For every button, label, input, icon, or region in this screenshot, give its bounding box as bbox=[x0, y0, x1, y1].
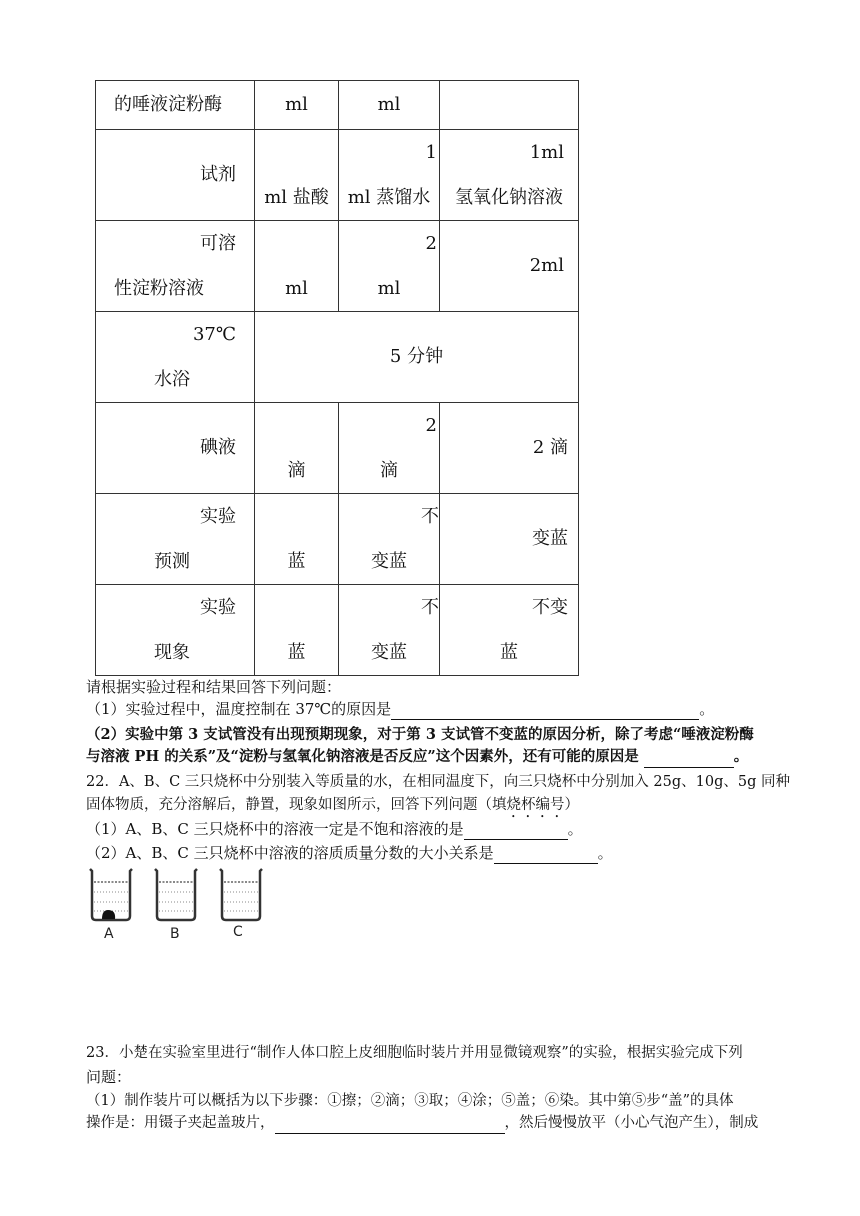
row-label-cell bbox=[96, 221, 255, 312]
problem-22-q1-text: （1）A、B、C 三只烧杯中的溶液一定是不饱和溶液的是 bbox=[86, 820, 464, 838]
beaker-c-icon bbox=[220, 869, 262, 920]
cell-text: 变蓝 bbox=[532, 528, 568, 549]
row-label: 碘液 bbox=[200, 437, 236, 458]
table-cell bbox=[255, 585, 339, 676]
answer-blank[interactable] bbox=[391, 703, 699, 720]
cell-text: 蓝 bbox=[500, 642, 518, 663]
table-cell bbox=[440, 494, 579, 585]
table-cell bbox=[339, 81, 440, 130]
table-cell bbox=[255, 81, 339, 130]
table-cell bbox=[440, 221, 579, 312]
answer-blank[interactable] bbox=[275, 1117, 505, 1134]
cell-text: 不 bbox=[421, 597, 439, 618]
cell-text: ml 蒸馏水 bbox=[347, 187, 431, 208]
question-2-end: 。 bbox=[733, 748, 749, 765]
row-label: 实验 bbox=[200, 506, 236, 527]
question-2-line1: （2）实验中第 3 支试管没有出现预期现象，对于第 3 支试管不变蓝的原因分析，除了考虑“唾液淀粉酶 bbox=[86, 726, 754, 743]
problem-23-q1: （1）制作装片可以概括为以下步骤：①擦；②滴；③取；④涂；⑤盖；⑥染。其中第⑤步“盖”的具体 bbox=[86, 1093, 734, 1109]
table-cell bbox=[440, 81, 579, 130]
row-label: 37℃ bbox=[192, 324, 236, 345]
emphasized-text: 烧杯编号 bbox=[506, 797, 565, 813]
beaker-figure bbox=[88, 866, 288, 942]
cell-text: 2 滴 bbox=[532, 437, 568, 458]
row-label-cell bbox=[96, 403, 255, 494]
problem-23-q1-line2 bbox=[86, 1112, 758, 1134]
merged-cell bbox=[255, 312, 579, 403]
cell-text: 不变 bbox=[532, 597, 568, 618]
problem-23-line1: 23．小楚在实验室里进行“制作人体口腔上皮细胞临时装片并用显微镜观察”的实验，根据实验完成下列 bbox=[86, 1045, 743, 1061]
question-1-text: （1）实验过程中，温度控制在 37℃的原因是 bbox=[86, 700, 392, 718]
row-label: 水浴 bbox=[154, 369, 190, 390]
cell-text: ml 盐酸 bbox=[264, 187, 329, 208]
cell-text: 氢氧化钠溶液 bbox=[455, 187, 563, 208]
cell-text: 2ml bbox=[529, 255, 564, 276]
table-cell bbox=[339, 403, 440, 494]
table-cell bbox=[339, 585, 440, 676]
cell-text: 2 bbox=[425, 233, 437, 254]
problem-22-q2-text: （2）A、B、C 三只烧杯中溶液的溶质质量分数的大小关系是 bbox=[86, 844, 494, 862]
answer-blank[interactable] bbox=[464, 823, 568, 840]
cell-text: ml bbox=[285, 94, 308, 115]
cell-text: 蓝 bbox=[287, 642, 306, 663]
cell-text: ml bbox=[377, 278, 401, 299]
problem-22-line1: 22．A、B、C 三只烧杯中分别装入等质量的水，在相同温度下，向三只烧杯中分别加入 25g、10g、5g 同种 bbox=[86, 774, 790, 790]
problem-23-line2: 问题： bbox=[86, 1068, 132, 1086]
beaker-c-label: C bbox=[233, 924, 243, 940]
beaker-b-label: B bbox=[170, 926, 180, 942]
problem-22-q1 bbox=[86, 818, 583, 840]
problem-22-q1-end: 。 bbox=[567, 820, 583, 838]
problem-23-q1-text: 操作是：用镊子夹起盖玻片， bbox=[86, 1115, 275, 1131]
row-label: 性淀粉溶液 bbox=[114, 278, 204, 299]
row-label: 试剂 bbox=[200, 164, 236, 185]
problem-22-q2-end: 。 bbox=[597, 844, 613, 862]
cell-text: ml bbox=[377, 94, 401, 115]
cell-text: ml bbox=[285, 278, 308, 299]
problem-22-text: 固体物质，充分溶解后，静置，现象如图所示，回答下列问题（填 bbox=[86, 797, 507, 813]
table-cell bbox=[339, 130, 440, 221]
cell-text: 不 bbox=[421, 506, 439, 527]
cell-text: 滴 bbox=[287, 460, 306, 481]
cell-text: 2 bbox=[425, 415, 437, 436]
row-label-cell bbox=[96, 494, 255, 585]
question-2-line2 bbox=[86, 746, 748, 768]
row-label: 可溶 bbox=[200, 233, 236, 254]
row-label-cell bbox=[96, 585, 255, 676]
row-label: 的唾液淀粉酶 bbox=[114, 94, 222, 115]
question-1 bbox=[86, 698, 714, 720]
problem-23-q1-text-end: ，然后慢慢放平（小心气泡产生），制成 bbox=[504, 1115, 759, 1131]
table-cell bbox=[339, 221, 440, 312]
beaker-a-label: A bbox=[104, 926, 114, 942]
cell-text: 5 分钟 bbox=[389, 346, 444, 367]
table-cell bbox=[255, 221, 339, 312]
answer-blank[interactable] bbox=[494, 847, 598, 864]
row-label: 预测 bbox=[154, 551, 190, 572]
question-2-text: 与溶液 PH 的关系”及“淀粉与氢氧化钠溶液是否反应”这个因素外，还有可能的原因是 bbox=[86, 748, 644, 765]
table-cell bbox=[440, 130, 579, 221]
problem-22-q2 bbox=[86, 842, 613, 864]
row-label-cell bbox=[96, 130, 255, 221]
beaker-a-icon bbox=[90, 869, 132, 920]
table-cell bbox=[440, 403, 579, 494]
answer-blank[interactable] bbox=[644, 751, 734, 768]
question-intro: 请根据实验过程和结果回答下列问题： bbox=[86, 678, 342, 696]
row-label: 现象 bbox=[154, 642, 190, 663]
question-1-end: 。 bbox=[699, 700, 715, 718]
beakers-svg bbox=[88, 866, 288, 926]
problem-22-text-end: ） bbox=[564, 797, 579, 813]
cell-text: 1 bbox=[425, 142, 437, 163]
table-cell bbox=[440, 585, 579, 676]
row-label-cell bbox=[96, 81, 255, 130]
table-cell bbox=[255, 130, 339, 221]
problem-22-line2 bbox=[86, 794, 579, 821]
cell-text: 变蓝 bbox=[371, 642, 407, 663]
table-cell bbox=[339, 494, 440, 585]
experiment-table bbox=[95, 80, 579, 676]
cell-text: 1ml bbox=[529, 142, 564, 163]
table-cell bbox=[255, 403, 339, 494]
cell-text: 变蓝 bbox=[371, 551, 407, 572]
cell-text: 滴 bbox=[380, 460, 398, 481]
row-label-cell bbox=[96, 312, 255, 403]
table-cell bbox=[255, 494, 339, 585]
beaker-b-icon bbox=[155, 869, 197, 920]
row-label: 实验 bbox=[200, 597, 236, 618]
cell-text: 蓝 bbox=[287, 551, 306, 572]
